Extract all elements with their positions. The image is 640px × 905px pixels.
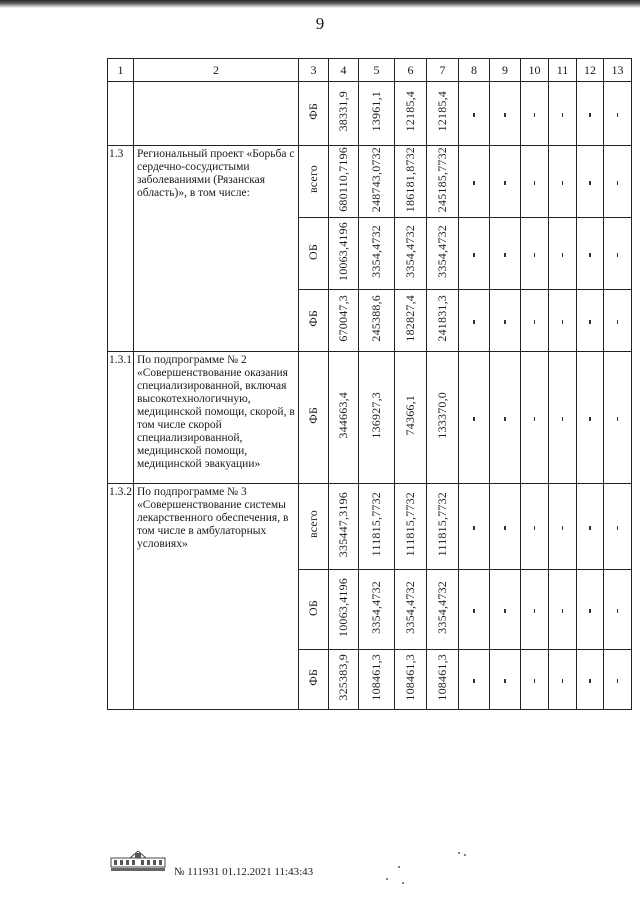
empty-dash-cell xyxy=(604,290,632,352)
dash-mark xyxy=(562,181,564,185)
amount-value: 111815,7732 xyxy=(435,492,449,557)
amount-cell xyxy=(359,650,395,710)
dash-mark xyxy=(562,253,564,257)
amount-cell xyxy=(359,352,395,484)
amount-cell xyxy=(395,352,427,484)
empty-dash-cell xyxy=(604,218,632,290)
scan-edge-band xyxy=(0,0,640,8)
empty-dash-cell xyxy=(577,82,604,146)
amount-value: 335447,3196 xyxy=(336,491,350,558)
column-header: 11 xyxy=(549,59,577,82)
row-description: Региональный проект «Борьба с сердечно-сосудистыми заболеваниями (Рязанская область)», в том числе: xyxy=(134,146,299,352)
dash-mark xyxy=(562,417,564,421)
column-header: 12 xyxy=(577,59,604,82)
empty-dash-cell xyxy=(521,352,549,484)
amount-cell xyxy=(359,484,395,570)
amount-value: 38331,9 xyxy=(336,91,350,132)
amount-cell xyxy=(427,146,459,218)
amount-value: 108461,3 xyxy=(435,654,449,701)
amount-cell xyxy=(359,570,395,650)
amount-cell xyxy=(395,484,427,570)
registration-stamp-text: № 111931 01.12.2021 11:43:43 xyxy=(174,866,314,878)
empty-dash-cell xyxy=(549,352,577,484)
dash-mark xyxy=(504,679,506,683)
row-description: По подпрограмме № 2 «Совершенствование оказания специализированной, включая высокотехнологичную, медицинской помощи, скорой, в том числе скорой специализированной, медицинской помощи, медицинской эвакуации» xyxy=(134,352,299,484)
dash-mark xyxy=(617,320,619,324)
empty-dash-cell xyxy=(490,146,521,218)
header-row xyxy=(108,59,632,82)
empty-dash-cell xyxy=(549,570,577,650)
dash-mark xyxy=(562,679,564,683)
amount-cell xyxy=(329,352,359,484)
dash-mark xyxy=(473,526,475,530)
empty-dash-cell xyxy=(521,650,549,710)
funding-source-cell xyxy=(299,484,329,570)
amount-cell xyxy=(427,352,459,484)
dash-mark xyxy=(534,113,536,117)
amount-value: 248743,0732 xyxy=(369,146,383,213)
funding-source-label: ФБ xyxy=(306,669,320,686)
amount-cell xyxy=(329,82,359,146)
amount-cell xyxy=(427,290,459,352)
empty-dash-cell xyxy=(490,650,521,710)
amount-cell xyxy=(329,218,359,290)
amount-cell xyxy=(427,570,459,650)
empty-dash-cell xyxy=(490,82,521,146)
scan-speck xyxy=(464,854,466,856)
amount-value: 3354,4732 xyxy=(435,225,449,278)
funding-source-label: всего xyxy=(306,165,320,194)
amount-value: 12185,4 xyxy=(403,91,417,132)
amount-value: 3354,4732 xyxy=(369,225,383,278)
funding-source-label: ФБ xyxy=(306,310,320,327)
funding-source-cell xyxy=(299,82,329,146)
column-header: 2 xyxy=(134,59,299,82)
page-number: 9 xyxy=(315,14,325,33)
empty-dash-cell xyxy=(577,290,604,352)
empty-dash-cell xyxy=(549,146,577,218)
funding-source-label: ФБ xyxy=(306,103,320,120)
scan-speck xyxy=(402,882,404,884)
column-header: 3 xyxy=(299,59,329,82)
amount-value: 108461,3 xyxy=(403,654,417,701)
dash-mark xyxy=(473,417,475,421)
funding-source-label: ОБ xyxy=(306,243,320,260)
empty-dash-cell xyxy=(459,218,490,290)
dash-mark xyxy=(562,526,564,530)
empty-dash-cell xyxy=(459,352,490,484)
column-header: 9 xyxy=(490,59,521,82)
row-number: 1.3.2 xyxy=(108,484,134,710)
amount-value: 182827,4 xyxy=(403,295,417,342)
dash-mark xyxy=(589,113,591,117)
column-header: 8 xyxy=(459,59,490,82)
amount-value: 245388,6 xyxy=(369,295,383,342)
column-header: 6 xyxy=(395,59,427,82)
amount-cell xyxy=(359,82,395,146)
empty-dash-cell xyxy=(577,218,604,290)
amount-cell xyxy=(427,650,459,710)
empty-dash-cell xyxy=(604,570,632,650)
amount-value: 136927,3 xyxy=(369,392,383,439)
dash-mark xyxy=(534,253,536,257)
amount-value: 3354,4732 xyxy=(369,581,383,634)
amount-value: 108461,3 xyxy=(369,654,383,701)
column-header: 13 xyxy=(604,59,632,82)
empty-dash-cell xyxy=(521,484,549,570)
amount-cell xyxy=(427,82,459,146)
column-header: 5 xyxy=(359,59,395,82)
amount-cell xyxy=(329,146,359,218)
column-header: 1 xyxy=(108,59,134,82)
amount-value: 241831,3 xyxy=(435,295,449,342)
dash-mark xyxy=(617,181,619,185)
amount-cell xyxy=(329,650,359,710)
empty-dash-cell xyxy=(459,290,490,352)
dash-mark xyxy=(534,181,536,185)
amount-cell xyxy=(329,290,359,352)
dash-mark xyxy=(617,609,619,613)
amount-cell xyxy=(359,218,395,290)
empty-dash-cell xyxy=(577,352,604,484)
dash-mark xyxy=(504,113,506,117)
dash-mark xyxy=(589,253,591,257)
amount-cell xyxy=(427,218,459,290)
amount-cell xyxy=(359,290,395,352)
funding-source-cell xyxy=(299,146,329,218)
dash-mark xyxy=(473,113,475,117)
empty-dash-cell xyxy=(549,218,577,290)
empty-dash-cell xyxy=(521,218,549,290)
empty-dash-cell xyxy=(490,218,521,290)
empty-dash-cell xyxy=(459,650,490,710)
row-description: По подпрограмме № 3 «Совершенствование системы лекарственного обеспечения, в том числе в амбулаторных условиях» xyxy=(134,484,299,710)
row-number xyxy=(108,82,134,146)
amount-cell xyxy=(395,82,427,146)
funding-source-label: ФБ xyxy=(306,407,320,424)
dash-mark xyxy=(589,181,591,185)
amount-cell xyxy=(395,290,427,352)
dash-mark xyxy=(504,320,506,324)
empty-dash-cell xyxy=(549,650,577,710)
column-header: 4 xyxy=(329,59,359,82)
dash-mark xyxy=(473,609,475,613)
dash-mark xyxy=(617,253,619,257)
empty-dash-cell xyxy=(490,290,521,352)
empty-dash-cell xyxy=(549,82,577,146)
column-header: 10 xyxy=(521,59,549,82)
government-stamp-logo xyxy=(110,848,166,872)
amount-value: 3354,4732 xyxy=(403,581,417,634)
empty-dash-cell xyxy=(521,82,549,146)
empty-dash-cell xyxy=(459,484,490,570)
empty-dash-cell xyxy=(577,650,604,710)
amount-cell xyxy=(427,484,459,570)
empty-dash-cell xyxy=(459,82,490,146)
amount-value: 680110,7196 xyxy=(336,147,350,212)
empty-dash-cell xyxy=(577,484,604,570)
amount-value: 670047,3 xyxy=(336,295,350,342)
table-row xyxy=(108,82,632,146)
dash-mark xyxy=(504,609,506,613)
row-description xyxy=(134,82,299,146)
empty-dash-cell xyxy=(521,290,549,352)
empty-dash-cell xyxy=(577,570,604,650)
dash-mark xyxy=(617,679,619,683)
empty-dash-cell xyxy=(549,484,577,570)
empty-dash-cell xyxy=(490,352,521,484)
empty-dash-cell xyxy=(490,570,521,650)
empty-dash-cell xyxy=(604,484,632,570)
amount-cell xyxy=(395,650,427,710)
empty-dash-cell xyxy=(459,570,490,650)
dash-mark xyxy=(504,417,506,421)
dash-mark xyxy=(534,417,536,421)
amount-value: 111815,7732 xyxy=(403,492,417,557)
scan-speck xyxy=(386,878,388,880)
amount-value: 3354,4732 xyxy=(403,225,417,278)
amount-value: 10063,4196 xyxy=(336,222,350,281)
funding-source-cell xyxy=(299,290,329,352)
empty-dash-cell xyxy=(521,570,549,650)
empty-dash-cell xyxy=(604,146,632,218)
table-row xyxy=(108,146,632,218)
amount-value: 10063,4196 xyxy=(336,578,350,637)
amount-value: 74366,1 xyxy=(403,395,417,436)
empty-dash-cell xyxy=(577,146,604,218)
dash-mark xyxy=(534,526,536,530)
dash-mark xyxy=(534,609,536,613)
amount-cell xyxy=(395,218,427,290)
amount-value: 3354,4732 xyxy=(435,581,449,634)
dash-mark xyxy=(473,679,475,683)
dash-mark xyxy=(562,320,564,324)
amount-value: 344663,4 xyxy=(336,392,350,439)
amount-value: 245185,7732 xyxy=(435,146,449,213)
amount-cell xyxy=(329,484,359,570)
funding-source-cell xyxy=(299,570,329,650)
table-row xyxy=(108,352,632,484)
dash-mark xyxy=(473,320,475,324)
amount-value: 13961,1 xyxy=(369,91,383,132)
dash-mark xyxy=(589,526,591,530)
budget-table xyxy=(107,58,632,710)
scan-speck xyxy=(458,852,460,854)
amount-value: 111815,7732 xyxy=(369,492,383,557)
empty-dash-cell xyxy=(604,82,632,146)
dash-mark xyxy=(473,181,475,185)
empty-dash-cell xyxy=(521,146,549,218)
amount-cell xyxy=(395,570,427,650)
dash-mark xyxy=(473,253,475,257)
amount-value: 12185,4 xyxy=(435,91,449,132)
funding-source-cell xyxy=(299,352,329,484)
empty-dash-cell xyxy=(604,650,632,710)
funding-source-cell xyxy=(299,650,329,710)
amount-value: 133370,0 xyxy=(435,392,449,439)
dash-mark xyxy=(562,113,564,117)
dash-mark xyxy=(617,417,619,421)
amount-value: 186181,8732 xyxy=(403,146,417,213)
dash-mark xyxy=(589,320,591,324)
dash-mark xyxy=(504,181,506,185)
row-number: 1.3 xyxy=(108,146,134,352)
empty-dash-cell xyxy=(459,146,490,218)
amount-value: 325383,9 xyxy=(336,654,350,701)
dash-mark xyxy=(617,113,619,117)
column-header: 7 xyxy=(427,59,459,82)
funding-source-label: всего xyxy=(306,510,320,539)
amount-cell xyxy=(329,570,359,650)
dash-mark xyxy=(504,253,506,257)
empty-dash-cell xyxy=(549,290,577,352)
dash-mark xyxy=(617,526,619,530)
dash-mark xyxy=(589,679,591,683)
empty-dash-cell xyxy=(604,352,632,484)
dash-mark xyxy=(589,417,591,421)
dash-mark xyxy=(534,320,536,324)
amount-cell xyxy=(395,146,427,218)
funding-source-cell xyxy=(299,218,329,290)
funding-source-label: ОБ xyxy=(306,599,320,616)
dash-mark xyxy=(589,609,591,613)
dash-mark xyxy=(534,679,536,683)
dash-mark xyxy=(504,526,506,530)
scan-speck xyxy=(398,866,400,868)
table-row xyxy=(108,484,632,570)
row-number: 1.3.1 xyxy=(108,352,134,484)
empty-dash-cell xyxy=(490,484,521,570)
dash-mark xyxy=(562,609,564,613)
amount-cell xyxy=(359,146,395,218)
